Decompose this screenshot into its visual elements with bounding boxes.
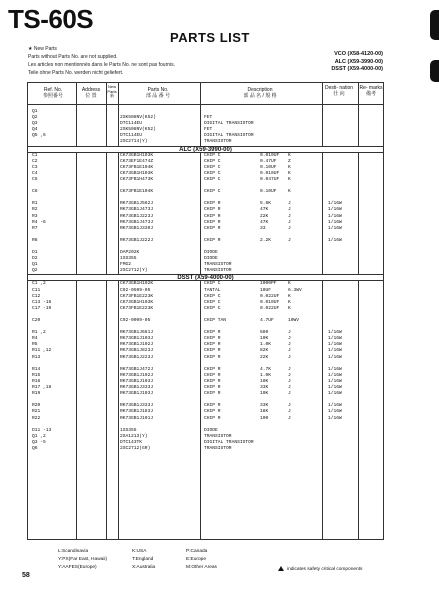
col-remarks-label: Re- marks [359,85,383,91]
cell-ref-no: D11 -13 [32,427,52,433]
cell-part-no: DTC143TK [120,439,143,445]
cell-ref-no: D2 [32,256,38,262]
cell-description: CHIP C [204,152,221,158]
cell-rating: 1/16W [328,213,342,219]
cell-part-no: RK73GB1J223J [120,354,154,360]
cell-rating: 1/16W [328,415,342,421]
cell-tolerance: 10WV [288,318,300,323]
cell-ref-no: C2 [32,158,38,164]
cell-description: CHIP R [204,403,221,409]
cell-description: FET [204,115,213,121]
cell-part-no: FMG2 [120,262,132,268]
cell-description: DIGITAL TRANSISTOR [204,121,254,127]
cell-ref-no: Q6 [32,445,38,451]
cell-rating: 1/16W [328,348,342,354]
cell-description: CHIP C [204,170,221,176]
cell-tolerance: K [288,299,291,305]
cell-description: CHIP C [204,305,221,311]
cell-ref-no: C3 [32,164,38,170]
cell-part-no: RK73GB1J103J [120,391,154,397]
col-address-sub: 位 置 [85,93,97,99]
cell-ref-no: R7 [32,225,38,231]
cell-tolerance: J [288,354,291,360]
cell-part-no: CK73GB1H103K [120,152,154,158]
cell-part-no: RK73GB1J333J [120,403,154,409]
cell-tolerance: J [288,237,291,243]
range-dsst: DSST (X59-4000-00) [331,66,383,72]
cell-value: 10UF [260,287,272,293]
cell-part-no: CK73GB1H103K [120,170,154,176]
cell-ref-no: Q1 [32,262,38,268]
cell-description: FET [204,127,213,133]
cell-part-no: 2SC2712(Y) [120,268,148,274]
cell-value: 2.2K [260,237,272,243]
col-dest-sub: 仕 向 [333,91,345,97]
col-new [106,85,118,99]
cell-ref-no: Q5 ,6 [32,133,46,139]
cell-value: 22K [260,354,269,360]
cell-tolerance: J [288,391,291,397]
cell-part-no: C92-0009-05 [120,318,151,323]
col-parts [118,87,198,99]
cell-part-no: RK73GB1J103J [120,336,154,342]
cell-ref-no: Q1 [32,109,38,114]
cell-part-no: DTC114EU [120,133,143,139]
cell-ref-no: C20 [32,318,41,323]
cell-part-no: DAP202K [120,250,140,256]
cell-rating: 1/16W [328,342,342,348]
cell-description: CHIP C [204,158,221,164]
cell-value: 10K [260,378,269,384]
cell-part-no: 2SA1213(Y) [120,433,148,439]
cell-description: CHIP C [204,189,221,195]
cell-description: CHIP C [204,293,221,299]
cell-tolerance: 6.3WV [288,287,302,293]
cell-value: 22K [260,213,269,219]
cell-ref-no: C12 [32,293,41,299]
cell-part-no: RK73GB1J823J [120,348,154,354]
range-alc: ALC (X59-3990-00) [334,58,383,65]
note-line: Les articles non mentionnés dans le Parts No. ne sont pas fournis. [28,62,176,68]
legend-item: M:Other Areas [186,564,217,570]
cell-value: 100 [260,415,269,421]
cell-ref-no: R4 [32,336,38,342]
cell-part-no: RK73GB1J473J [120,207,154,213]
cell-part-no: CK73FB1E104K [120,189,154,195]
cell-part-no: CK73EF1E474Z [120,158,154,164]
cell-description: TRANSISTOR [204,262,232,268]
cell-tolerance: J [288,225,291,231]
cell-ref-no: C5 [32,176,38,182]
cell-tolerance: J [288,330,291,336]
cell-value: 1.0K [260,342,272,348]
cell-tolerance: J [288,372,291,378]
cell-part-no: CK73FB1H473K [120,176,154,182]
cell-tolerance: J [288,219,291,225]
cell-ref-no: C13 -16 [32,299,52,305]
cell-ref-no: R5 [32,342,38,348]
table-row [28,446,383,452]
cell-description: DIGITAL TRANSISTOR [204,439,254,445]
legend-item: K:USA [132,549,147,554]
cell-value: 47K [260,207,269,213]
cell-tolerance: J [288,336,291,342]
cell-tolerance: K [288,170,291,176]
cell-ref-no: C4 [32,170,38,176]
cell-value: 1.0K [260,372,272,378]
cell-ref-no: R17 ,18 [32,385,52,391]
cell-ref-no: R19 [32,391,41,397]
cell-description: DIODE [204,256,218,262]
cell-description: CHIP R [204,201,221,207]
col-ref-sub: 参照番号 [42,93,63,99]
col-remarks [358,85,384,97]
cell-ref-no: R2 [32,207,38,213]
cell-part-no: RK73GB1J330J [120,225,154,231]
cell-rating: 1/16W [328,330,342,336]
cell-rating: 1/16W [328,372,342,378]
cell-ref-no: R14 [32,366,41,372]
binder-tab-mark [430,10,439,40]
cell-description: CHIP C [204,299,221,305]
col-remarks-sub: 備考 [365,91,376,97]
parts-notes [28,45,175,77]
cell-ref-no: R21 [32,409,41,415]
note-line: Teile ohne Parts No. werden nicht geliefert. [28,70,124,76]
cell-value: 1000PF [260,281,277,287]
legend-item: X:Australia [132,564,156,570]
cell-value: 33K [260,403,269,409]
cell-tolerance: K [288,164,291,170]
cell-ref-no: C11 [32,287,41,293]
cell-rating: 1/16W [328,225,342,231]
col-new-sub: 新 [110,93,114,98]
cell-ref-no: R8 [32,237,38,243]
cell-ref-no: C6 [32,189,38,195]
cell-description: DIGITAL TRANSISTOR [204,133,254,139]
cell-description: CHIP R [204,366,221,372]
cell-tolerance: K [288,152,291,158]
cell-value: 10K [260,391,269,397]
cell-tolerance: J [288,201,291,207]
cell-ref-no: R16 [32,378,41,384]
cell-value: 0.022UF [260,305,280,311]
cell-part-no: C92-0509-05 [120,287,151,293]
cell-part-no: RK73GB1J183J [120,409,154,415]
cell-tolerance: K [288,305,291,311]
cell-tolerance: J [288,378,291,384]
cell-part-no: CK73FB1E104K [120,164,154,170]
col-ref [30,87,76,99]
col-desc-sub: 部 品 名 / 規 格 [243,93,277,99]
cell-description: DIODE [204,427,218,433]
cell-ref-no: R15 [32,372,41,378]
cell-part-no: RK73GB1J681J [120,330,154,336]
cell-ref-no: C17 -19 [32,305,52,311]
cell-rating: 1/16W [328,207,342,213]
cell-description: CHIP R [204,348,221,354]
cell-description: CHIP C [204,281,221,287]
cell-ref-no: R20 [32,403,41,409]
cell-part-no: CK73FB1E223K [120,293,154,299]
cell-part-no: RK73GB1J223J [120,213,154,219]
cell-description: CHIP R [204,378,221,384]
cell-description: CHIP R [204,385,221,391]
legend-item: Y:PX(Far East, Hawaii) [58,556,108,562]
cell-part-no: 1SS355 [120,427,137,433]
cell-value: 0.010UF [260,299,280,305]
cell-tolerance: J [288,342,291,348]
parts-table [27,82,384,540]
cell-ref-no: Q3 -5 [32,439,46,445]
cell-part-no: 2SC2712(GR) [120,445,151,451]
cell-value: 0.010UF [260,170,280,176]
cell-tolerance: K [288,176,291,182]
cell-value: 5.6K [260,201,272,207]
cell-value: 47K [260,219,269,225]
cell-rating: 1/16W [328,237,342,243]
cell-part-no: RK73GB1J333J [120,385,154,391]
cell-part-no: RK73GB1J472J [120,366,154,372]
cell-part-no: CK73GB1H103K [120,299,154,305]
legend-item: P:Canada [186,549,208,554]
cell-description: TRANSISTOR [204,268,232,274]
cell-tolerance: J [288,213,291,219]
cell-tolerance: J [288,348,291,354]
safety-note-text: indicates safety critical components [287,566,363,572]
cell-ref-no: Q3 [32,121,38,127]
warning-triangle-icon [278,566,284,571]
cell-ref-no: R13 [32,354,41,360]
page-number: 58 [22,572,30,579]
col-new-label: New Parts [107,84,117,94]
cell-part-no: RK73GB1J102J [120,342,154,348]
cell-tolerance: K [288,293,291,299]
cell-rating: 1/16W [328,385,342,391]
note-line: ★ New Parts [28,46,57,52]
cell-value: 10K [260,336,269,342]
col-ref-label: Ref. No. [43,87,63,93]
note-line: Parts without Parts No. are not supplied. [28,54,118,60]
cell-ref-no: R1 ,2 [32,330,46,336]
col-parts-label: Parts No. [147,87,169,93]
cell-value: 33 [260,225,266,231]
cell-value: 82K [260,348,269,354]
cell-description: TRANSISTOR [204,445,232,451]
cell-description: CHIP R [204,415,221,421]
legend-item: T:England [132,556,154,562]
legend-item: Y:AAFES(Europe) [58,564,97,570]
cell-ref-no: R22 [32,415,41,421]
cell-rating: 1/16W [328,378,342,384]
unit-ranges [331,51,383,74]
cell-ref-no: D1 [32,250,38,256]
cell-description: TRANSISTOR [204,139,232,145]
cell-value: 33K [260,385,269,391]
cell-rating: 1/16W [328,336,342,342]
cell-description: CHIP C [204,176,221,182]
cell-ref-no: C1 ,2 [32,281,46,287]
cell-description: CHIP R [204,354,221,360]
cell-part-no: RK73GB1J473J [120,219,154,225]
cell-part-no: RK73GB1J102J [120,372,154,378]
legend-item: E:Europe [186,556,207,562]
cell-ref-no: Q2 [32,268,38,274]
cell-description: CHIP R [204,237,221,243]
cell-ref-no: R11 ,12 [32,348,52,354]
cell-part-no: CK73GB1H102K [120,281,154,287]
cell-rating: 1/16W [328,201,342,207]
legend-item: L:Scandinavia [58,549,89,554]
section-header-dsst: DSST (X59-4000-00) [28,274,383,281]
cell-description: CHIP R [204,336,221,342]
cell-description: TANTAL [204,287,221,293]
col-address [76,87,106,99]
cell-description: CHIP R [204,225,221,231]
cell-tolerance: J [288,207,291,213]
cell-description: CHIP R [204,330,221,336]
cell-value: 0.47UF [260,158,277,164]
cell-value: 4.7UF [260,318,274,323]
cell-description: CHIP TAN [204,318,227,323]
cell-description: CHIP R [204,342,221,348]
cell-ref-no: Q4 [32,127,38,133]
cell-ref-no: R1 [32,201,38,207]
cell-part-no: RK73GB1J222J [120,237,154,243]
cell-value: 0.10UF [260,189,277,195]
cell-description: TRANSISTOR [204,433,232,439]
legend-column [58,548,107,571]
model-name: TS-60S [8,4,94,34]
cell-tolerance: J [288,366,291,372]
cell-description: CHIP R [204,213,221,219]
legend-column [132,548,155,571]
cell-tolerance: K [288,281,291,287]
cell-rating: 1/16W [328,354,342,360]
cell-part-no: 2SK508NV(K52) [120,115,156,121]
cell-description: CHIP R [204,409,221,415]
cell-tolerance: Z [288,158,291,164]
cell-value: 0.022UF [260,293,280,299]
page-title: PARTS LIST [170,30,250,45]
cell-value: 18K [260,409,269,415]
cell-rating: 1/16W [328,409,342,415]
cell-ref-no: C1 [32,152,38,158]
safety-note [278,566,362,572]
cell-tolerance: J [288,403,291,409]
cell-ref-no: Q2 [32,115,38,121]
cell-description: CHIP C [204,164,221,170]
cell-part-no: 2SC2714(Y) [120,139,148,145]
cell-part-no: CK73FB1E223K [120,305,154,311]
cell-value: 0.10UF [260,164,277,170]
cell-rating: 1/16W [328,403,342,409]
col-dest [322,85,356,97]
range-vco: VCO (X58-4120-00) [334,51,383,57]
cell-part-no: RK73GB1J101J [120,415,154,421]
cell-tolerance: J [288,409,291,415]
cell-description: CHIP R [204,391,221,397]
cell-rating: 1/16W [328,366,342,372]
cell-tolerance: K [288,189,291,195]
cell-part-no: 2SK508NV(K52) [120,127,156,133]
col-desc [200,87,320,99]
cell-value: 4.7K [260,366,272,372]
col-desc-label: Description [247,87,273,93]
cell-description: DIODE [204,250,218,256]
cell-value: 680 [260,330,269,336]
cell-description: CHIP R [204,372,221,378]
cell-rating: 1/16W [328,219,342,225]
col-dest-label: Desti- nation [324,85,354,91]
legend-column [186,548,217,571]
table-header [28,83,383,105]
table-body [28,105,383,452]
cell-tolerance: J [288,385,291,391]
cell-ref-no: Q1 ,2 [32,433,46,439]
binder-tab-mark [430,60,439,82]
cell-value: 0.047UF [260,176,280,182]
cell-part-no: RK73GB1J103J [120,378,154,384]
cell-value: 0.010UF [260,152,280,158]
cell-description: CHIP R [204,219,221,225]
col-parts-sub: 部 品 番 号 [145,93,171,99]
section-header-alc: ALC (X59-3990-00) [28,146,383,153]
cell-part-no: RK73GB1J562J [120,201,154,207]
cell-part-no: 1SS355 [120,256,137,262]
cell-tolerance: J [288,415,291,421]
col-address-label: Address [81,87,101,93]
cell-ref-no: R4 -6 [32,219,46,225]
cell-description: CHIP R [204,207,221,213]
cell-part-no: DTC114EU [120,121,143,127]
cell-rating: 1/16W [328,391,342,397]
cell-ref-no: R3 [32,213,38,219]
